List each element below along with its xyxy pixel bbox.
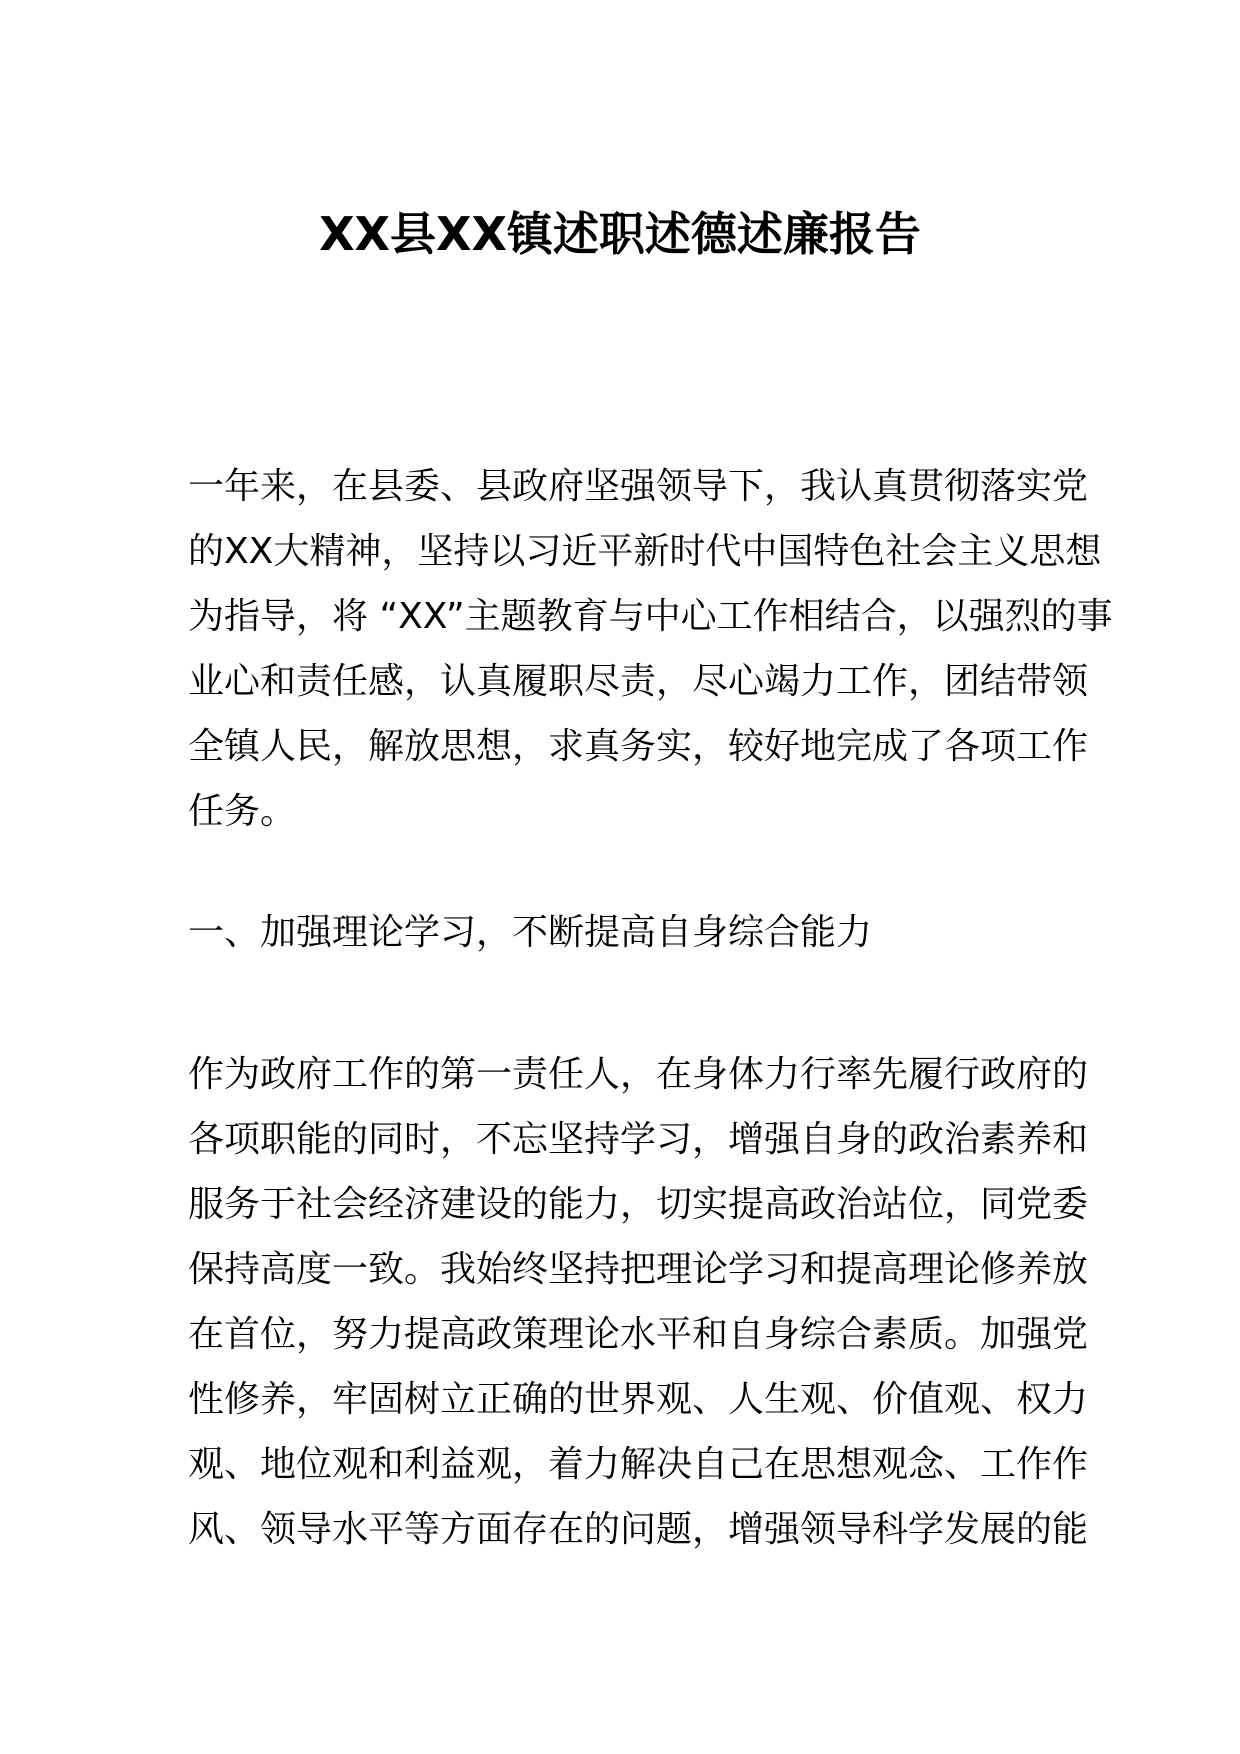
- intro-paragraph: [188, 454, 1113, 844]
- intro-line: 的XX大精神，坚持以习近平新时代中国特色社会主义思想: [188, 531, 1102, 572]
- intro-line: 为指导，将 “XX”主题教育与中心工作相结合，以强烈的事: [188, 596, 1113, 637]
- section1-line: 保持高度一致。我始终坚持把理论学习和提高理论修养放: [188, 1249, 1089, 1290]
- intro-line: 业心和责任感，认真履职尽责，尽心竭力工作，团结带领: [188, 661, 1089, 702]
- intro-line: 任务。: [188, 791, 297, 832]
- section-heading: 一、加强理论学习，不断提高自身综合能力: [188, 912, 873, 953]
- section1-line: 各项职能的同时，不忘坚持学习，增强自身的政治素养和: [188, 1119, 1089, 1160]
- intro-line: 一年来，在县委、县政府坚强领导下，我认真贯彻落实党: [188, 466, 1089, 507]
- intro-line: 全镇人民，解放思想，求真务实，较好地完成了各项工作: [188, 726, 1089, 767]
- section1-paragraph: [188, 1042, 1089, 1562]
- section1-line: 服务于社会经济建设的能力，切实提高政治站位，同党委: [188, 1184, 1089, 1225]
- section1-line: 风、领导水平等方面存在的问题，增强领导科学发展的能: [188, 1509, 1089, 1550]
- section1-line: 性修养，牢固树立正确的世界观、人生观、价值观、权力: [188, 1379, 1089, 1420]
- section1-line: 作为政府工作的第一责任人，在身体力行率先履行政府的: [188, 1054, 1089, 1095]
- document-title: XX县XX镇述职述德述廉报告: [319, 207, 921, 261]
- section1-line: 观、地位观和利益观，着力解决自己在思想观念、工作作: [188, 1444, 1089, 1485]
- section1-line: 在首位，努力提高政策理论水平和自身综合素质。加强党: [188, 1314, 1089, 1355]
